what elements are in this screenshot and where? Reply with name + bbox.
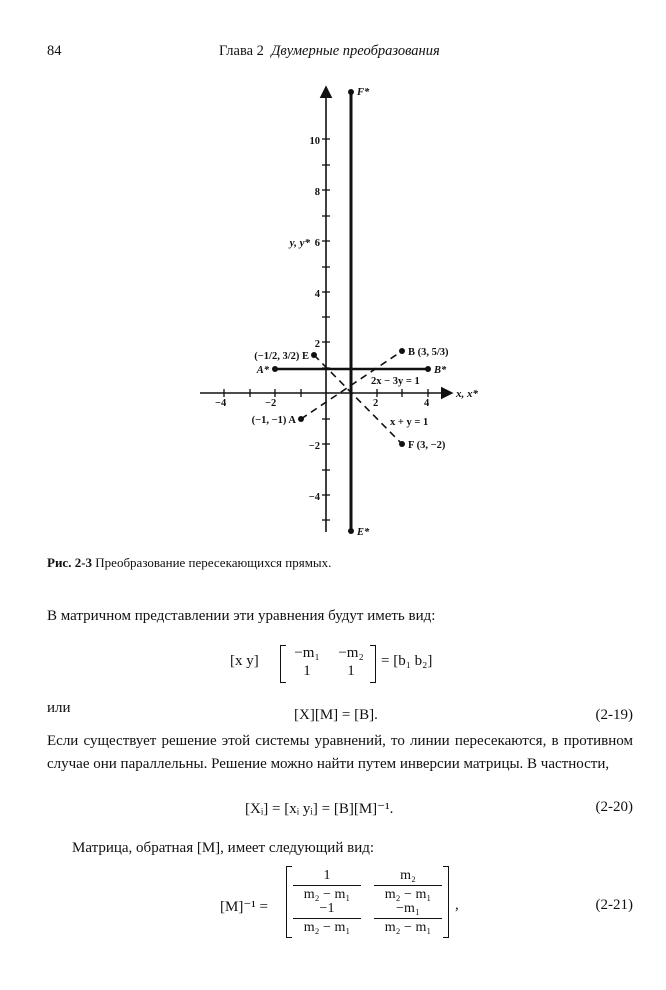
inverse-a21: $\frac{-1}{\text{m₂ − m₁}}$ bbox=[293, 901, 361, 936]
svg-text:4: 4 bbox=[424, 398, 430, 409]
word-or: или bbox=[47, 700, 71, 716]
svg-text:(−1/2, 3/2) E: (−1/2, 3/2) E bbox=[254, 351, 309, 362]
matrix-m12: −m₂ bbox=[338, 645, 364, 661]
svg-text:2: 2 bbox=[314, 339, 320, 350]
equation-number-2-19: (2-19) bbox=[595, 707, 633, 723]
svg-text:8: 8 bbox=[314, 187, 320, 198]
inverse-a11: $\frac{1}{\text{m₂ − m₁}}$ bbox=[293, 868, 361, 903]
equation-2-19: [X][M] = [B]. bbox=[294, 707, 378, 723]
x-axis-label: x, x* bbox=[456, 388, 478, 400]
svg-text:4: 4 bbox=[314, 289, 320, 300]
matrix-bracket-left bbox=[280, 645, 286, 683]
chapter-title: Двумерные преобразования bbox=[271, 43, 440, 59]
inverse-trailing-comma: , bbox=[455, 897, 459, 913]
equation-2-20: [Xᵢ] = [xᵢ yᵢ] = [B][M]⁻¹. bbox=[245, 801, 394, 817]
svg-text:B*: B* bbox=[434, 365, 447, 376]
svg-text:F*: F* bbox=[357, 87, 370, 98]
svg-text:2x − 3y = 1: 2x − 3y = 1 bbox=[371, 376, 420, 387]
svg-text:6: 6 bbox=[314, 238, 320, 249]
row-vector-xy: [x y] bbox=[230, 653, 259, 669]
inverse-a12: $\frac{\text{m₂}}{\text{m₂ − m₁}}$ bbox=[374, 868, 442, 903]
svg-text:F (3, −2): F (3, −2) bbox=[408, 440, 446, 451]
inverse-lhs: [M]⁻¹ = bbox=[220, 899, 268, 915]
svg-text:−4: −4 bbox=[308, 492, 320, 503]
inverse-bracket-left bbox=[286, 866, 292, 938]
paragraph-matrix-intro: В матричном представлении эти уравнения будут иметь вид: bbox=[47, 608, 436, 624]
y-tick-labels bbox=[309, 136, 321, 503]
matrix-bracket-right bbox=[370, 645, 376, 683]
svg-text:−4: −4 bbox=[215, 398, 227, 409]
x-tick-labels bbox=[215, 398, 430, 409]
caption-label: Рис. 2-3 bbox=[47, 555, 93, 570]
figure-caption bbox=[47, 555, 331, 571]
matrix-m11: −m₁ bbox=[294, 645, 320, 661]
line-labels bbox=[371, 376, 428, 428]
svg-text:2: 2 bbox=[373, 398, 379, 409]
equation-number-2-21: (2-21) bbox=[595, 897, 633, 913]
equation-number-2-20: (2-20) bbox=[595, 799, 633, 815]
chapter-label: Глава 2 bbox=[219, 43, 264, 59]
row-vector-b: = [b₁ b₂] bbox=[381, 653, 433, 669]
matrix-m21: 1 bbox=[303, 663, 311, 679]
caption-text: Преобразование пересекающихся прямых. bbox=[95, 555, 332, 570]
svg-text:(−1, −1) A: (−1, −1) A bbox=[251, 415, 296, 426]
paragraph-solution: Если существует решение этой системы уравнений, то линии пересекаются, в противном случае они параллельны. Решение можно найти путем инверсии матрицы. В частности, bbox=[47, 733, 633, 772]
paragraph-inverse-intro: Матрица, обратная [M], имеет следующий вид: bbox=[72, 840, 375, 856]
inverse-a22: $\frac{\text{−m₁}}{\text{m₂ − m₁}}$ bbox=[374, 901, 442, 936]
svg-text:A*: A* bbox=[256, 365, 269, 376]
svg-text:−2: −2 bbox=[265, 398, 277, 409]
y-axis-label: y, y* bbox=[289, 237, 310, 249]
page-number: 84 bbox=[47, 43, 62, 59]
svg-text:B (3, 5/3): B (3, 5/3) bbox=[408, 347, 449, 358]
matrix-m22: 1 bbox=[347, 663, 355, 679]
svg-text:10: 10 bbox=[309, 136, 320, 147]
svg-text:−2: −2 bbox=[308, 441, 320, 452]
inverse-bracket-right bbox=[443, 866, 449, 938]
svg-text:x + y = 1: x + y = 1 bbox=[390, 417, 429, 428]
svg-text:E*: E* bbox=[357, 527, 370, 538]
